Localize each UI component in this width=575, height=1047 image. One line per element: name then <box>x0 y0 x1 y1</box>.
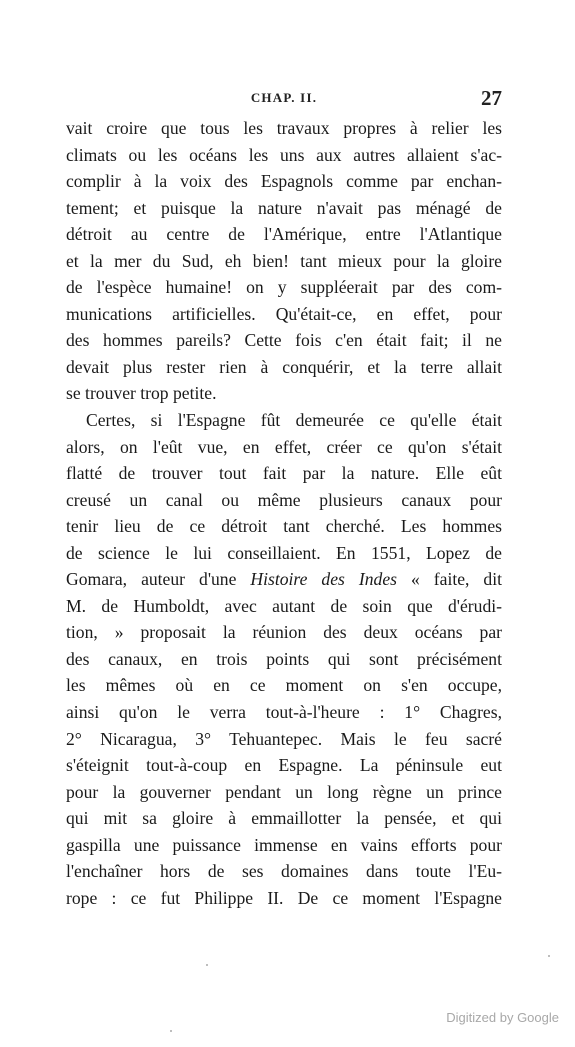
text-line: climats ou les océans les uns aux autres allaient s'ac- <box>66 144 502 165</box>
text-line: ainsi qu'on le verra tout-à-l'heure : 1° Chagres, <box>66 702 502 723</box>
text-line-with-title <box>66 566 502 593</box>
text-line: gaspilla une puissance immense en vains efforts pour <box>66 834 502 855</box>
text-segment: Gomara, auteur d'une <box>66 569 251 590</box>
digitized-watermark: Digitized by Google <box>446 1010 559 1025</box>
text-line-paragraph-start: Certes, si l'Espagne fût demeurée ce qu'elle était <box>86 410 502 431</box>
text-line: l'enchaîner hors de ses domaines dans toute l'Eu- <box>66 861 502 882</box>
page-number: 27 <box>481 86 502 110</box>
text-line: vait croire que tous les travaux propres à relier les <box>66 118 502 138</box>
text-segment: « faite, dit <box>396 569 502 590</box>
chapter-title: CHAP. II. <box>250 90 318 105</box>
text-line: et la mer du Sud, eh bien! tant mieux pour la gloire <box>66 250 502 271</box>
text-line: M. de Humboldt, avec autant de soin que d'érudi- <box>66 595 502 616</box>
text-line: munications artificielles. Qu'était-ce, en effet, pour <box>66 303 502 324</box>
body-text <box>66 115 502 911</box>
text-line-paragraph-end: se trouver trop petite. <box>66 383 217 404</box>
text-line: des canaux, en trois points qui sont précisément <box>66 648 502 669</box>
running-header <box>66 86 502 112</box>
text-line: devait plus rester rien à conquérir, et la terre allait <box>66 356 502 377</box>
paper-speck <box>548 955 550 957</box>
text-line: de science le lui conseillaient. En 1551, Lopez de <box>66 542 502 563</box>
text-line: tement; et puisque la nature n'avait pas ménagé de <box>66 197 502 218</box>
text-line: s'éteignit tout-à-coup en Espagne. La péninsule eut <box>66 755 502 776</box>
text-line: creusé un canal ou même plusieurs canaux pour <box>66 489 502 510</box>
text-line: les mêmes où en ce moment on s'en occupe, <box>66 675 502 696</box>
text-line: de l'espèce humaine! on y suppléerait par des com- <box>66 277 502 298</box>
text-line: qui mit sa gloire à emmaillotter la pensée, et qui <box>66 808 502 829</box>
text-line: tion, » proposait la réunion des deux océans par <box>66 622 502 643</box>
text-line: rope : ce fut Philippe II. De ce moment l'Espagne <box>66 887 502 908</box>
text-line: complir à la voix des Espagnols comme par enchan- <box>66 171 502 192</box>
text-line: 2° Nicaragua, 3° Tehuantepec. Mais le feu sacré <box>66 728 502 749</box>
text-line: flatté de trouver tout fait par la nature. Elle eût <box>66 463 502 484</box>
text-line: alors, on l'eût vue, en effet, créer ce qu'on s'était <box>66 436 502 457</box>
text-line: détroit au centre de l'Amérique, entre l'Atlantique <box>66 224 502 245</box>
text-line: pour la gouverner pendant un long règne un prince <box>66 781 502 802</box>
paper-speck <box>170 1030 172 1032</box>
book-title-italic: Histoire des Indes <box>250 569 397 590</box>
text-line: tenir lieu de ce détroit tant cherché. Les hommes <box>66 516 502 537</box>
text-line: des hommes pareils? Cette fois c'en était fait; il ne <box>66 330 502 351</box>
paper-speck <box>206 964 208 966</box>
